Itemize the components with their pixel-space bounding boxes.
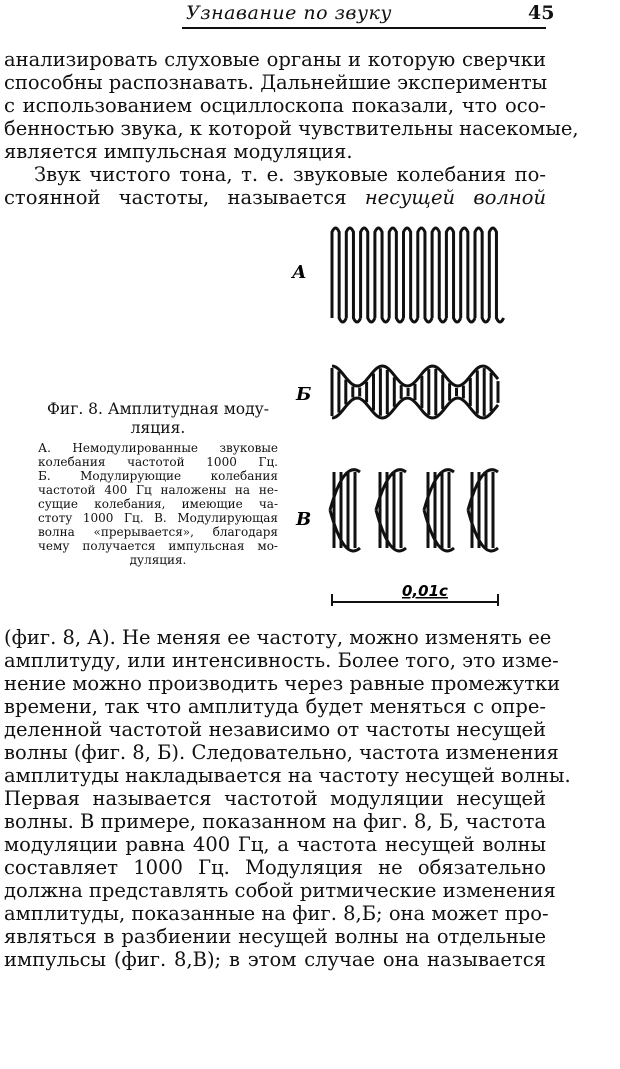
caption-line: сущие колебания, имеющие ча- (38, 497, 278, 511)
text-line: амплитуды накладывается на частоту несущей волны. (4, 764, 571, 787)
text-line: Звук чистого тона, т. е. звуковые колебания по- (34, 163, 546, 186)
figure-8-waveforms (292, 210, 550, 610)
paragraph-3 (4, 626, 571, 971)
page-header (0, 0, 620, 30)
caption-body (38, 441, 278, 567)
envelope-bottom (332, 398, 498, 418)
waveform-c (330, 470, 498, 551)
text-line: модуляции равна 400 Гц, а частота несущей волны (4, 833, 546, 856)
text-line: нение можно производить через равные промежутки (4, 672, 561, 695)
pulse-bursts (330, 470, 498, 551)
text-line: является импульсная модуляция. (4, 140, 353, 163)
label-v: В (296, 509, 312, 530)
caption-line: дуляция. (129, 553, 187, 567)
text-line: деленной частотой независимо от частоты несущей (4, 718, 546, 741)
paragraph-1 (4, 48, 579, 163)
text-line: с использованием осциллоскопа показали, что осо- (4, 94, 546, 117)
caption-line: Б. Модулирующие колебания (38, 469, 278, 483)
text-line: волны (фиг. 8, Б). Следовательно, частота изменения (4, 741, 559, 764)
caption-line: А. Немодулированные звуковые (38, 441, 278, 455)
caption-title (38, 400, 278, 438)
caption-line: чему получается импульсная мо- (38, 539, 278, 553)
text-line: способны распознавать. Дальнейшие эксперименты (4, 71, 548, 94)
text-line: стоянной частоты, называется несущей волной (4, 186, 547, 209)
waveform-a (332, 228, 504, 322)
page-number: 45 (528, 2, 555, 24)
label-b: Б (296, 384, 312, 405)
text-line: составляет 1000 Гц. Модуляция не обязательно (4, 856, 546, 879)
caption-line: стоту 1000 Гц. В. Модулирующая (38, 511, 278, 525)
envelope-top (332, 366, 498, 386)
text-line: Первая называется частотой модуляции несущей (4, 787, 546, 810)
text-line: волны. В примере, показанном на фиг. 8, Б, частота (4, 810, 546, 833)
text-line: являться в разбиении несущей волны на отдельные (4, 925, 546, 948)
text-line: (фиг. 8, А). Не меняя ее частоту, можно изменять ее (4, 626, 552, 649)
scale-label: 0,01с (402, 582, 448, 600)
caption-line: частотой 400 Гц наложены на не- (38, 483, 278, 497)
waveform-b (332, 366, 498, 418)
text-line: импульсы (фиг. 8,В); в этом случае она называется (4, 948, 546, 971)
caption-line: волна «прерывается», благодаря (38, 525, 278, 539)
text-line: амплитуду, или интенсивность. Более того, это изме- (4, 649, 559, 672)
caption-title-line: Фиг. 8. Амплитудная моду- (47, 400, 269, 418)
caption-line: колебания частотой 1000 Гц. (38, 455, 278, 469)
text-line: времени, так что амплитуда будет меняться с опре- (4, 695, 546, 718)
figure-caption (38, 400, 278, 567)
paragraph-2 (4, 163, 546, 209)
modulated-lines (332, 368, 498, 416)
text-line: амплитуды, показанные на фиг. 8,Б; она может про- (4, 902, 549, 925)
running-title: Узнавание по звуку (186, 2, 392, 24)
text-line: бенностью звука, к которой чувствительны насекомые, (4, 117, 579, 140)
header-rule (182, 27, 546, 29)
text-line: анализировать слуховые органы и которую сверчки (4, 48, 546, 71)
caption-title-line: ляция. (130, 419, 186, 437)
label-a: А (292, 262, 307, 283)
text-line: должна представлять собой ритмические изменения (4, 879, 556, 902)
carrier-loops (332, 228, 504, 322)
